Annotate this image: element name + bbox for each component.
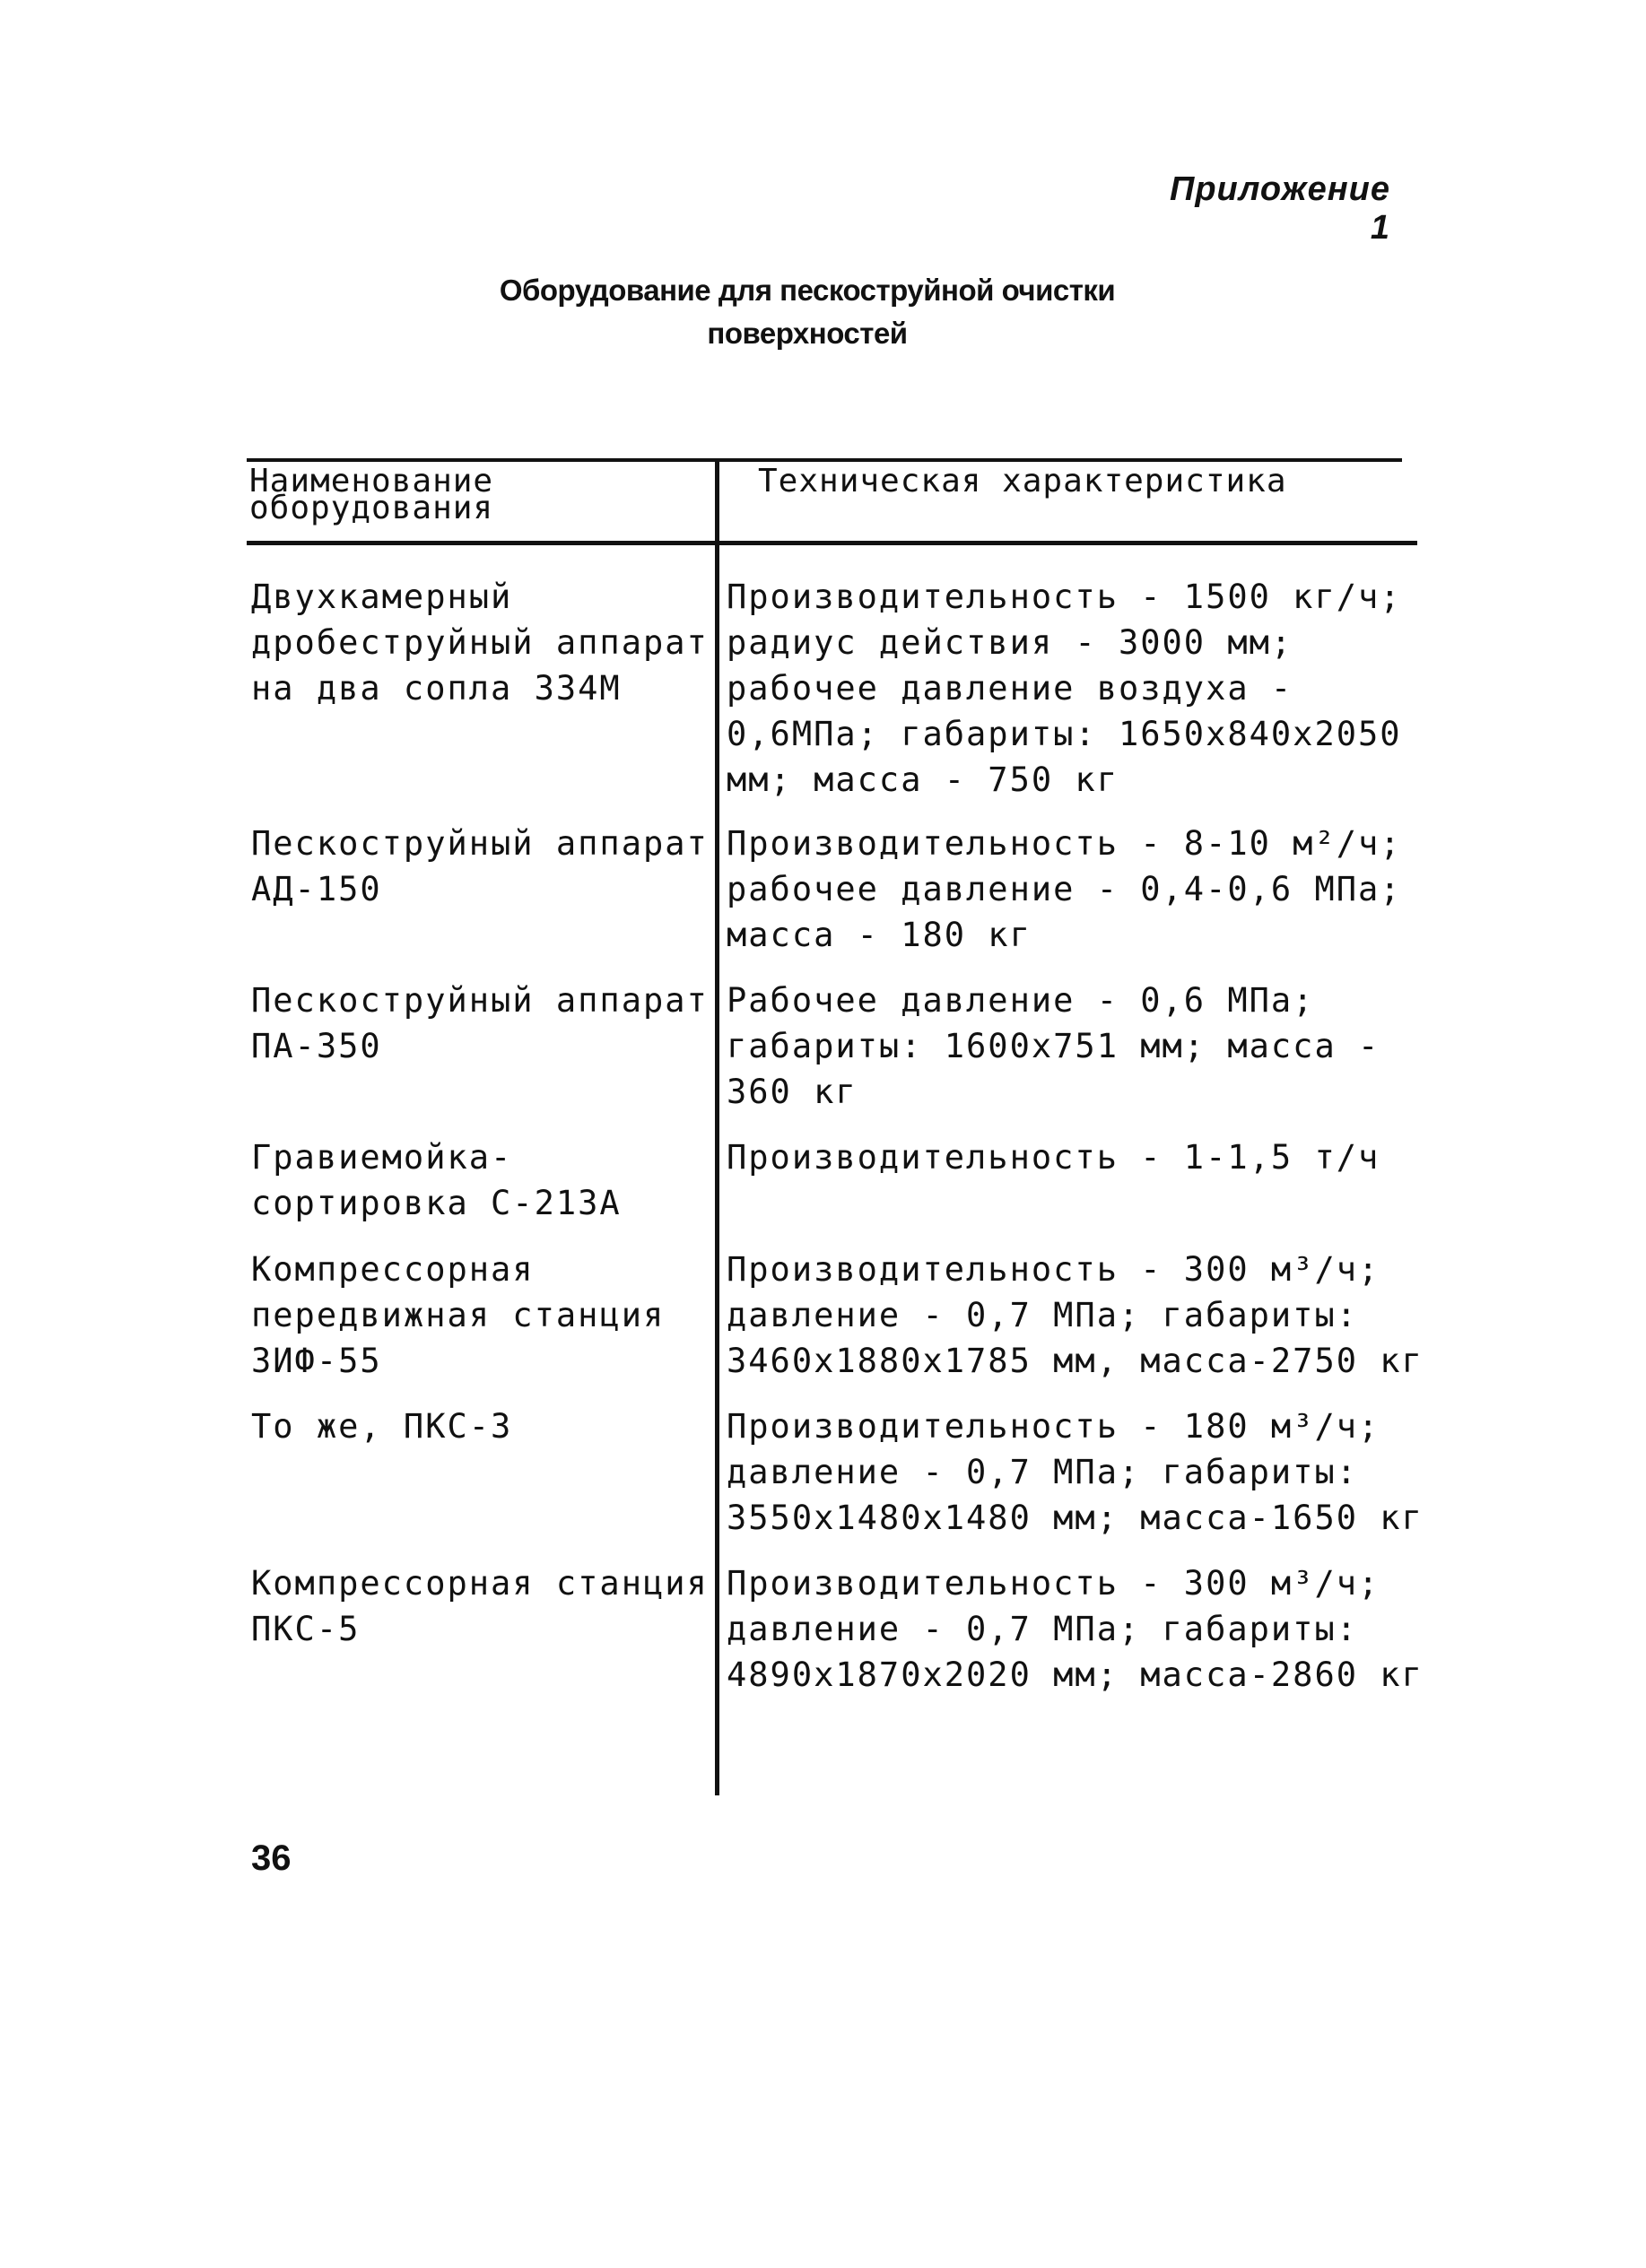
table-row-5-spec: Производительность - 300 м³/ч; давление - 0,7 МПа; габариты: 3460x1880x1785 мм, масса-2750 кг: [727, 1250, 1424, 1380]
page-number: 36: [251, 1838, 292, 1878]
table-row-1-spec: Производительность - 1500 кг/ч; радиус действия - 3000 мм; рабочее давление воздуха - 0,6МПа; габариты: 1650x840x2050 мм; масса - 750 кг: [727, 578, 1402, 799]
document-title-line-1: Оборудование для пескоструйной очистки: [499, 274, 1116, 307]
table-header-rule: [247, 541, 1417, 545]
column-header-spec: Техническая характеристика: [758, 463, 1287, 500]
table-row-1-name: Двухкамерный дробеструйный аппарат на два сопла 334М: [251, 578, 709, 708]
table-row-4-name: Гравиемойка-сортировка С-213А: [251, 1138, 622, 1222]
table-column-divider: [715, 459, 719, 1795]
table-row-6-spec: Производительность - 180 м³/ч; давление - 0,7 МПа; габариты: 3550x1480x1480 мм; масса-1650 кг: [727, 1407, 1424, 1537]
table-row-2-spec: Производительность - 8-10 м²/ч; рабочее давление - 0,4-0,6 МПа; масса - 180 кг: [727, 824, 1402, 954]
table-row-4-spec: Производительность - 1-1,5 т/ч: [727, 1138, 1380, 1177]
appendix-label: Приложение 1: [1169, 170, 1390, 247]
column-header-name: Наименование оборудования: [249, 463, 494, 526]
table-top-rule: [247, 458, 1402, 462]
table-row-6-name: То же, ПКС-3: [251, 1407, 513, 1446]
table-row-5-name: Компрессорная передвижная станция ЗИФ-55: [251, 1250, 666, 1380]
table-row-7-spec: Производительность - 300 м³/ч; давление - 0,7 МПа; габариты: 4890x1870x2020 мм; масса-2860 кг: [727, 1564, 1424, 1694]
document-title-line-2: поверхностей: [707, 317, 908, 350]
document-title: [359, 269, 1256, 355]
table-row-3-name: Пескоструйный аппарат ПА-350: [251, 981, 709, 1065]
table-row-7-name: Компрессорная станция ПКС-5: [251, 1564, 709, 1648]
table-row-3-spec: Рабочее давление - 0,6 МПа; габариты: 1600x751 мм; масса - 360 кг: [727, 981, 1380, 1111]
table-row-2-name: Пескоструйный аппарат АД-150: [251, 824, 709, 908]
